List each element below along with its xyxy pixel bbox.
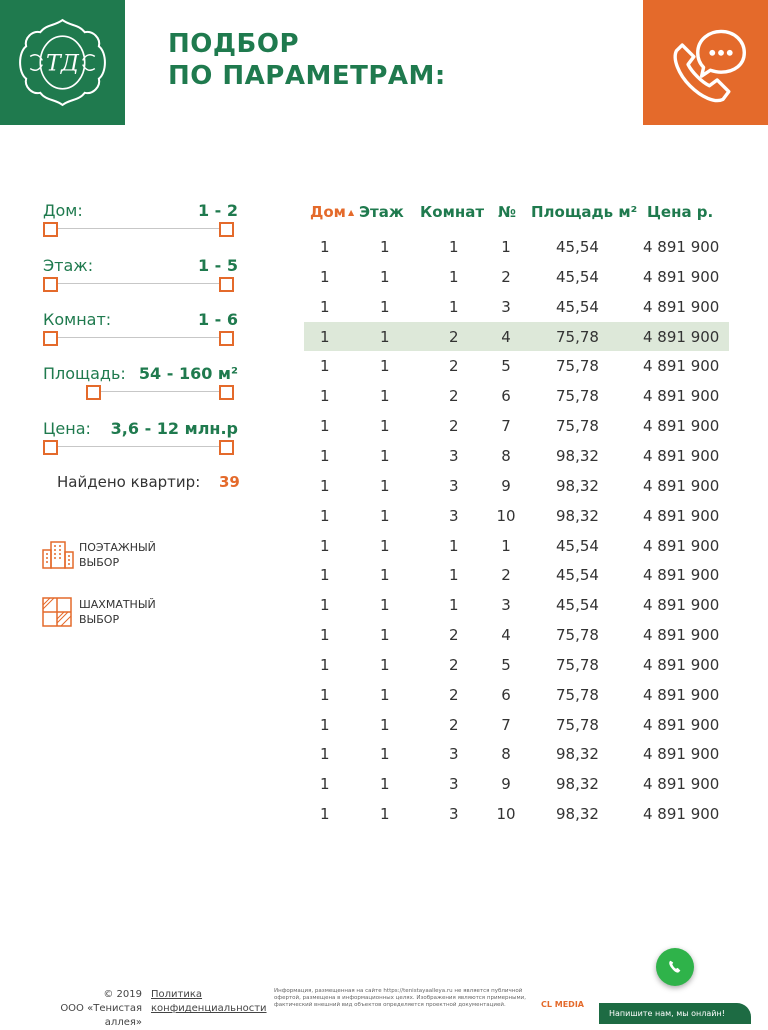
legal-disclaimer: Информация, размещенная на сайте https://tenistayaalleya.ru не является публичной офертой, размещена в информационных целях. Изображения являются примерными, фактический внешний вид объектов определяется проектной документацией. bbox=[274, 988, 526, 1008]
range-track[interactable] bbox=[50, 283, 233, 284]
cell-floor: 1 bbox=[380, 417, 390, 436]
cell-rooms: 1 bbox=[449, 596, 459, 615]
cell-house: 1 bbox=[320, 715, 330, 734]
cell-number: 10 bbox=[496, 805, 516, 824]
table-row[interactable] bbox=[304, 322, 729, 351]
cell-house: 1 bbox=[320, 267, 330, 286]
cell-floor: 1 bbox=[380, 775, 390, 794]
cell-house: 1 bbox=[320, 238, 330, 256]
cell-rooms: 2 bbox=[449, 626, 459, 645]
range-handle-min[interactable] bbox=[86, 385, 101, 400]
cell-area: 98,32 bbox=[556, 446, 599, 465]
found-count: 39 bbox=[219, 473, 240, 491]
cell-number: 5 bbox=[501, 357, 511, 376]
cell-number: 9 bbox=[501, 476, 511, 495]
filter-label: Дом: bbox=[43, 201, 83, 220]
filter-label: Площадь: bbox=[43, 364, 126, 383]
cell-floor: 1 bbox=[380, 685, 390, 704]
cell-price: 4 891 900 bbox=[643, 446, 720, 465]
floor-selection-link[interactable] bbox=[42, 540, 202, 572]
cell-number: 1 bbox=[501, 536, 511, 555]
cell-area: 98,32 bbox=[556, 775, 599, 794]
call-button[interactable] bbox=[643, 0, 768, 125]
cell-area: 45,54 bbox=[556, 267, 599, 286]
cell-house: 1 bbox=[320, 745, 330, 764]
cell-area: 45,54 bbox=[556, 566, 599, 585]
chat-label: Напишите нам, мы онлайн! bbox=[609, 1009, 725, 1018]
table-row[interactable] bbox=[304, 262, 729, 291]
filter-value: 1 - 2 bbox=[197, 201, 238, 220]
cell-floor: 1 bbox=[380, 626, 390, 645]
cell-area: 98,32 bbox=[556, 506, 599, 525]
range-track[interactable] bbox=[50, 446, 233, 447]
filter-label: Комнат: bbox=[43, 310, 112, 329]
cell-area: 75,78 bbox=[556, 387, 599, 406]
cell-house: 1 bbox=[320, 536, 330, 555]
cell-area: 75,78 bbox=[556, 685, 599, 704]
range-handle-max[interactable] bbox=[219, 277, 234, 292]
cell-number: 10 bbox=[496, 506, 516, 525]
column-header-rooms[interactable]: Комнат bbox=[420, 203, 485, 221]
range-handle-max[interactable] bbox=[219, 222, 234, 237]
cell-floor: 1 bbox=[380, 506, 390, 525]
cell-area: 98,32 bbox=[556, 476, 599, 495]
cell-house: 1 bbox=[320, 805, 330, 824]
cell-price: 4 891 900 bbox=[643, 655, 720, 674]
cell-price: 4 891 900 bbox=[643, 417, 720, 436]
cell-rooms: 2 bbox=[449, 387, 459, 406]
cell-price: 4 891 900 bbox=[643, 775, 720, 794]
filter-label: Этаж: bbox=[43, 256, 94, 275]
table-row[interactable] bbox=[304, 590, 729, 619]
cell-floor: 1 bbox=[380, 297, 390, 316]
cell-number: 2 bbox=[501, 566, 511, 585]
cell-area: 75,78 bbox=[556, 715, 599, 734]
cell-house: 1 bbox=[320, 775, 330, 794]
cell-number: 7 bbox=[501, 715, 511, 734]
cell-area: 98,32 bbox=[556, 745, 599, 764]
cell-floor: 1 bbox=[380, 238, 390, 256]
cell-price: 4 891 900 bbox=[643, 476, 720, 495]
cell-number: 3 bbox=[501, 596, 511, 615]
cell-floor: 1 bbox=[380, 596, 390, 615]
cell-price: 4 891 900 bbox=[643, 327, 720, 346]
cell-number: 8 bbox=[501, 745, 511, 764]
range-track[interactable] bbox=[50, 337, 233, 338]
cell-number: 8 bbox=[501, 446, 511, 465]
table-row[interactable] bbox=[304, 232, 729, 261]
column-header-house[interactable]: Дом ▲ bbox=[310, 203, 355, 221]
column-header-area[interactable]: Площадь м² bbox=[531, 203, 638, 221]
cell-house: 1 bbox=[320, 566, 330, 585]
whatsapp-button[interactable] bbox=[656, 948, 694, 986]
choice-label: ШАХМАТНЫЙ ВЫБОР bbox=[79, 598, 156, 626]
cell-house: 1 bbox=[320, 626, 330, 645]
cell-price: 4 891 900 bbox=[643, 626, 720, 645]
cell-rooms: 3 bbox=[449, 805, 459, 824]
cell-floor: 1 bbox=[380, 446, 390, 465]
cell-house: 1 bbox=[320, 357, 330, 376]
filter-house bbox=[43, 201, 238, 237]
cell-number: 4 bbox=[501, 626, 511, 645]
cell-area: 75,78 bbox=[556, 417, 599, 436]
cell-floor: 1 bbox=[380, 387, 390, 406]
cell-house: 1 bbox=[320, 327, 330, 346]
table-row[interactable] bbox=[304, 560, 729, 589]
privacy-policy-link[interactable]: Политика конфиденциальности bbox=[151, 989, 267, 1014]
cell-price: 4 891 900 bbox=[643, 745, 720, 764]
cell-rooms: 2 bbox=[449, 715, 459, 734]
cell-rooms: 3 bbox=[449, 476, 459, 495]
cell-price: 4 891 900 bbox=[643, 357, 720, 376]
logo[interactable] bbox=[0, 0, 125, 125]
chessboard-icon bbox=[42, 597, 72, 627]
svg-text:ТД: ТД bbox=[46, 50, 79, 77]
range-handle-max[interactable] bbox=[219, 385, 234, 400]
cell-house: 1 bbox=[320, 387, 330, 406]
cell-rooms: 3 bbox=[449, 775, 459, 794]
cell-house: 1 bbox=[320, 417, 330, 436]
company-name: ООО «Тенистая аллея» bbox=[60, 1003, 142, 1028]
cell-floor: 1 bbox=[380, 357, 390, 376]
monogram-logo-icon bbox=[12, 12, 113, 113]
table-row[interactable] bbox=[304, 650, 729, 679]
filter-value: 3,6 - 12 млн.р bbox=[110, 419, 238, 438]
range-track[interactable] bbox=[50, 228, 233, 229]
table-row[interactable] bbox=[304, 292, 729, 321]
cell-area: 45,54 bbox=[556, 536, 599, 555]
range-handle-min[interactable] bbox=[43, 222, 58, 237]
table-row[interactable] bbox=[304, 351, 729, 380]
table-row[interactable] bbox=[304, 680, 729, 709]
cell-floor: 1 bbox=[380, 805, 390, 824]
cell-rooms: 2 bbox=[449, 327, 459, 346]
cell-number: 7 bbox=[501, 417, 511, 436]
cell-house: 1 bbox=[320, 297, 330, 316]
filter-floor bbox=[43, 256, 238, 292]
chess-selection-link[interactable] bbox=[42, 597, 202, 629]
cell-house: 1 bbox=[320, 685, 330, 704]
cell-floor: 1 bbox=[380, 327, 390, 346]
cell-price: 4 891 900 bbox=[643, 715, 720, 734]
cell-rooms: 1 bbox=[449, 297, 459, 316]
cell-number: 6 bbox=[501, 387, 511, 406]
range-handle-min[interactable] bbox=[43, 277, 58, 292]
cell-floor: 1 bbox=[380, 745, 390, 764]
table-row[interactable] bbox=[304, 799, 729, 828]
cell-area: 75,78 bbox=[556, 357, 599, 376]
cell-house: 1 bbox=[320, 655, 330, 674]
cell-number: 2 bbox=[501, 267, 511, 286]
cell-rooms: 3 bbox=[449, 506, 459, 525]
phone-chat-icon bbox=[657, 14, 754, 111]
range-handle-max[interactable] bbox=[219, 331, 234, 346]
range-track[interactable] bbox=[95, 391, 226, 392]
table-row[interactable] bbox=[304, 441, 729, 470]
filter-area bbox=[43, 364, 238, 400]
filter-value: 1 - 5 bbox=[197, 256, 238, 275]
cell-area: 45,54 bbox=[556, 238, 599, 256]
table-row[interactable] bbox=[304, 531, 729, 560]
whatsapp-phone-icon bbox=[666, 958, 684, 976]
cell-rooms: 3 bbox=[449, 745, 459, 764]
table-row[interactable] bbox=[304, 769, 729, 798]
online-chat-bar[interactable] bbox=[599, 1003, 751, 1024]
table-row[interactable] bbox=[304, 381, 729, 410]
cell-floor: 1 bbox=[380, 715, 390, 734]
copyright-year: © 2019 bbox=[103, 989, 142, 1000]
cell-area: 45,54 bbox=[556, 596, 599, 615]
cell-rooms: 2 bbox=[449, 655, 459, 674]
filter-label: Цена: bbox=[43, 419, 91, 438]
filter-value: 54 - 160 м² bbox=[138, 364, 238, 383]
cell-house: 1 bbox=[320, 476, 330, 495]
cell-number: 1 bbox=[501, 238, 511, 256]
cell-price: 4 891 900 bbox=[643, 685, 720, 704]
cell-floor: 1 bbox=[380, 655, 390, 674]
cell-rooms: 1 bbox=[449, 238, 459, 256]
filter-rooms bbox=[43, 310, 238, 346]
table-row[interactable] bbox=[304, 411, 729, 440]
cell-area: 45,54 bbox=[556, 297, 599, 316]
cell-floor: 1 bbox=[380, 566, 390, 585]
cell-rooms: 2 bbox=[449, 357, 459, 376]
building-icon bbox=[42, 540, 74, 570]
cell-price: 4 891 900 bbox=[643, 297, 720, 316]
cell-number: 9 bbox=[501, 775, 511, 794]
cell-rooms: 1 bbox=[449, 566, 459, 585]
cell-price: 4 891 900 bbox=[643, 506, 720, 525]
cell-floor: 1 bbox=[380, 476, 390, 495]
cell-area: 75,78 bbox=[556, 626, 599, 645]
found-label: Найдено квартир: bbox=[57, 473, 201, 491]
page-title: ПОДБОР ПО ПАРАМЕТРАМ: bbox=[168, 29, 446, 91]
cell-area: 98,32 bbox=[556, 805, 599, 824]
cell-number: 4 bbox=[501, 327, 511, 346]
cell-house: 1 bbox=[320, 506, 330, 525]
cell-floor: 1 bbox=[380, 536, 390, 555]
cell-price: 4 891 900 bbox=[643, 267, 720, 286]
filter-value: 1 - 6 bbox=[197, 310, 238, 329]
cell-price: 4 891 900 bbox=[643, 536, 720, 555]
cell-number: 3 bbox=[501, 297, 511, 316]
range-handle-min[interactable] bbox=[43, 331, 58, 346]
cell-price: 4 891 900 bbox=[643, 238, 720, 256]
developer-link[interactable]: CL MEDIA bbox=[541, 1000, 584, 1009]
table-row[interactable] bbox=[304, 710, 729, 739]
choice-label: ПОЭТАЖНЫЙ ВЫБОР bbox=[79, 541, 156, 569]
cell-price: 4 891 900 bbox=[643, 566, 720, 585]
cell-rooms: 1 bbox=[449, 267, 459, 286]
cell-house: 1 bbox=[320, 596, 330, 615]
table-row[interactable] bbox=[304, 471, 729, 500]
cell-rooms: 3 bbox=[449, 446, 459, 465]
range-handle-max[interactable] bbox=[219, 440, 234, 455]
cell-area: 75,78 bbox=[556, 655, 599, 674]
range-handle-min[interactable] bbox=[43, 440, 58, 455]
cell-rooms: 2 bbox=[449, 417, 459, 436]
cell-price: 4 891 900 bbox=[643, 387, 720, 406]
cell-price: 4 891 900 bbox=[643, 596, 720, 615]
table-row[interactable] bbox=[304, 501, 729, 530]
column-header-floor[interactable]: Этаж bbox=[359, 203, 404, 221]
cell-house: 1 bbox=[320, 446, 330, 465]
cell-floor: 1 bbox=[380, 267, 390, 286]
column-header-price[interactable]: Цена р. bbox=[647, 203, 714, 221]
table-row[interactable] bbox=[304, 739, 729, 768]
cell-number: 6 bbox=[501, 685, 511, 704]
cell-price: 4 891 900 bbox=[643, 805, 720, 824]
filter-price bbox=[43, 419, 238, 455]
cell-rooms: 2 bbox=[449, 685, 459, 704]
cell-rooms: 1 bbox=[449, 536, 459, 555]
column-header-number[interactable]: № bbox=[498, 203, 517, 221]
sort-asc-icon: ▲ bbox=[347, 208, 355, 217]
cell-area: 75,78 bbox=[556, 327, 599, 346]
cell-number: 5 bbox=[501, 655, 511, 674]
table-row[interactable] bbox=[304, 620, 729, 649]
